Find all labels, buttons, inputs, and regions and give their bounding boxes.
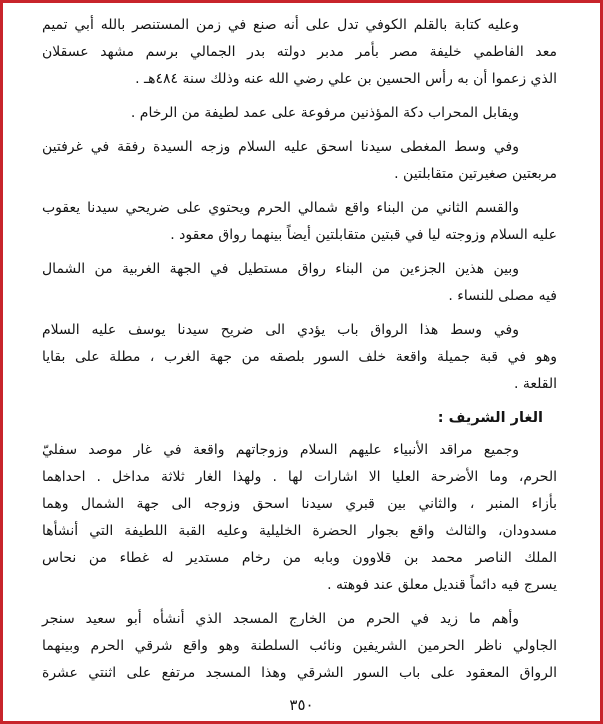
text-line: مسدودان، والثالث واقع بجوار الحضرة الخليلية وعليه القبة اللطيفة التي أنشأها (42, 523, 557, 539)
text-line: وجميع مراقد الأنبياء عليهم السلام وزوجاتهم واقعة في غار موصد سفليّ (42, 442, 519, 458)
text-line: وفي وسط هذا الرواق باب يؤدي الى ضريح سيدنا يوسف عليه السلام (42, 322, 519, 338)
page-text-block (42, 12, 557, 694)
text-line: معد الفاطمي خليفة مصر بأمر مدبر دولته بدر الجمالي برسم مشهد عسقلان (42, 44, 557, 60)
text-line: عليه السلام وزوجته ليا في قبتين متقابلتين أيضاً بينهما رواق معقود . (170, 227, 557, 243)
text-line: بأزاء المنبر ، والثاني بين قبري سيدنا اسحق وزوجه الى جهة الشمال وهما (42, 496, 557, 512)
text-line: وهو في قبة جميلة واقعة خلف السور بلصقه من جهة الغرب ، مطلة على بقايا (42, 349, 557, 365)
paragraph (42, 606, 557, 687)
text-line: يسرج فيه دائماً قنديل معلق عند فوهته . (327, 577, 557, 593)
text-line: وأهم ما زيد في الحرم من الخارج المسجد الذي أنشأه أبو سعيد سنجر (42, 611, 519, 627)
text-line: الملك الناصر محمد بن قلاوون وبابه من رخام مستدير له غطاء من نحاس (42, 550, 557, 566)
text-line: ويقابل المحراب دكة المؤذنين مرفوعة على عمد لطيفة من الرخام . (130, 105, 519, 121)
text-line: فيه مصلى للنساء . (448, 288, 557, 304)
text-line: والقسم الثاني من البناء واقع شمالي الحرم ويحتوي على ضريحي سيدنا يعقوب (42, 200, 519, 216)
text-line: الذي زعموا أن به رأس الحسين بن علي رضي الله عنه وذلك سنة ٤٨٤هـ . (135, 71, 557, 87)
section-heading (42, 405, 557, 432)
text-line: الحرم، وما الأضرحة العليا الا اشارات لها . ولهذا الغار ثلاثة مداخل . احداهما (42, 469, 557, 485)
text-line: وبين هذين الجزءين من البناء رواق مستطيل في الجهة الغربية من الشمال (42, 261, 519, 277)
paragraph (42, 134, 557, 188)
text-line: القلعة . (513, 376, 557, 392)
text-line: مربعتين صغيرتين متقابلتين . (394, 166, 557, 182)
paragraph (42, 195, 557, 249)
page-number: ٣٥٠ (289, 696, 314, 714)
paragraph (42, 100, 557, 127)
text-line: الغار الشريف : (437, 410, 543, 426)
text-line: الجاولي ناظر الحرمين الشريفين ونائب السلطنة وهو واقع شرقي الحرم وبينهما (42, 638, 557, 654)
text-line: وفي وسط المغطى سيدنا اسحق عليه السلام وزجه السيدة رفقة في غرفتين (42, 139, 519, 155)
text-line: وعليه كتابة بالقلم الكوفي تدل على أنه صنع في زمن المستنصر بالله أبي تميم (42, 17, 519, 33)
paragraph (42, 256, 557, 310)
paragraph (42, 437, 557, 599)
paragraph (42, 317, 557, 398)
paragraph (42, 12, 557, 93)
text-line: الرواق المعقود على باب السور الشرقي وهذا المسجد مرتفع على اثنتي عشرة (42, 665, 557, 681)
